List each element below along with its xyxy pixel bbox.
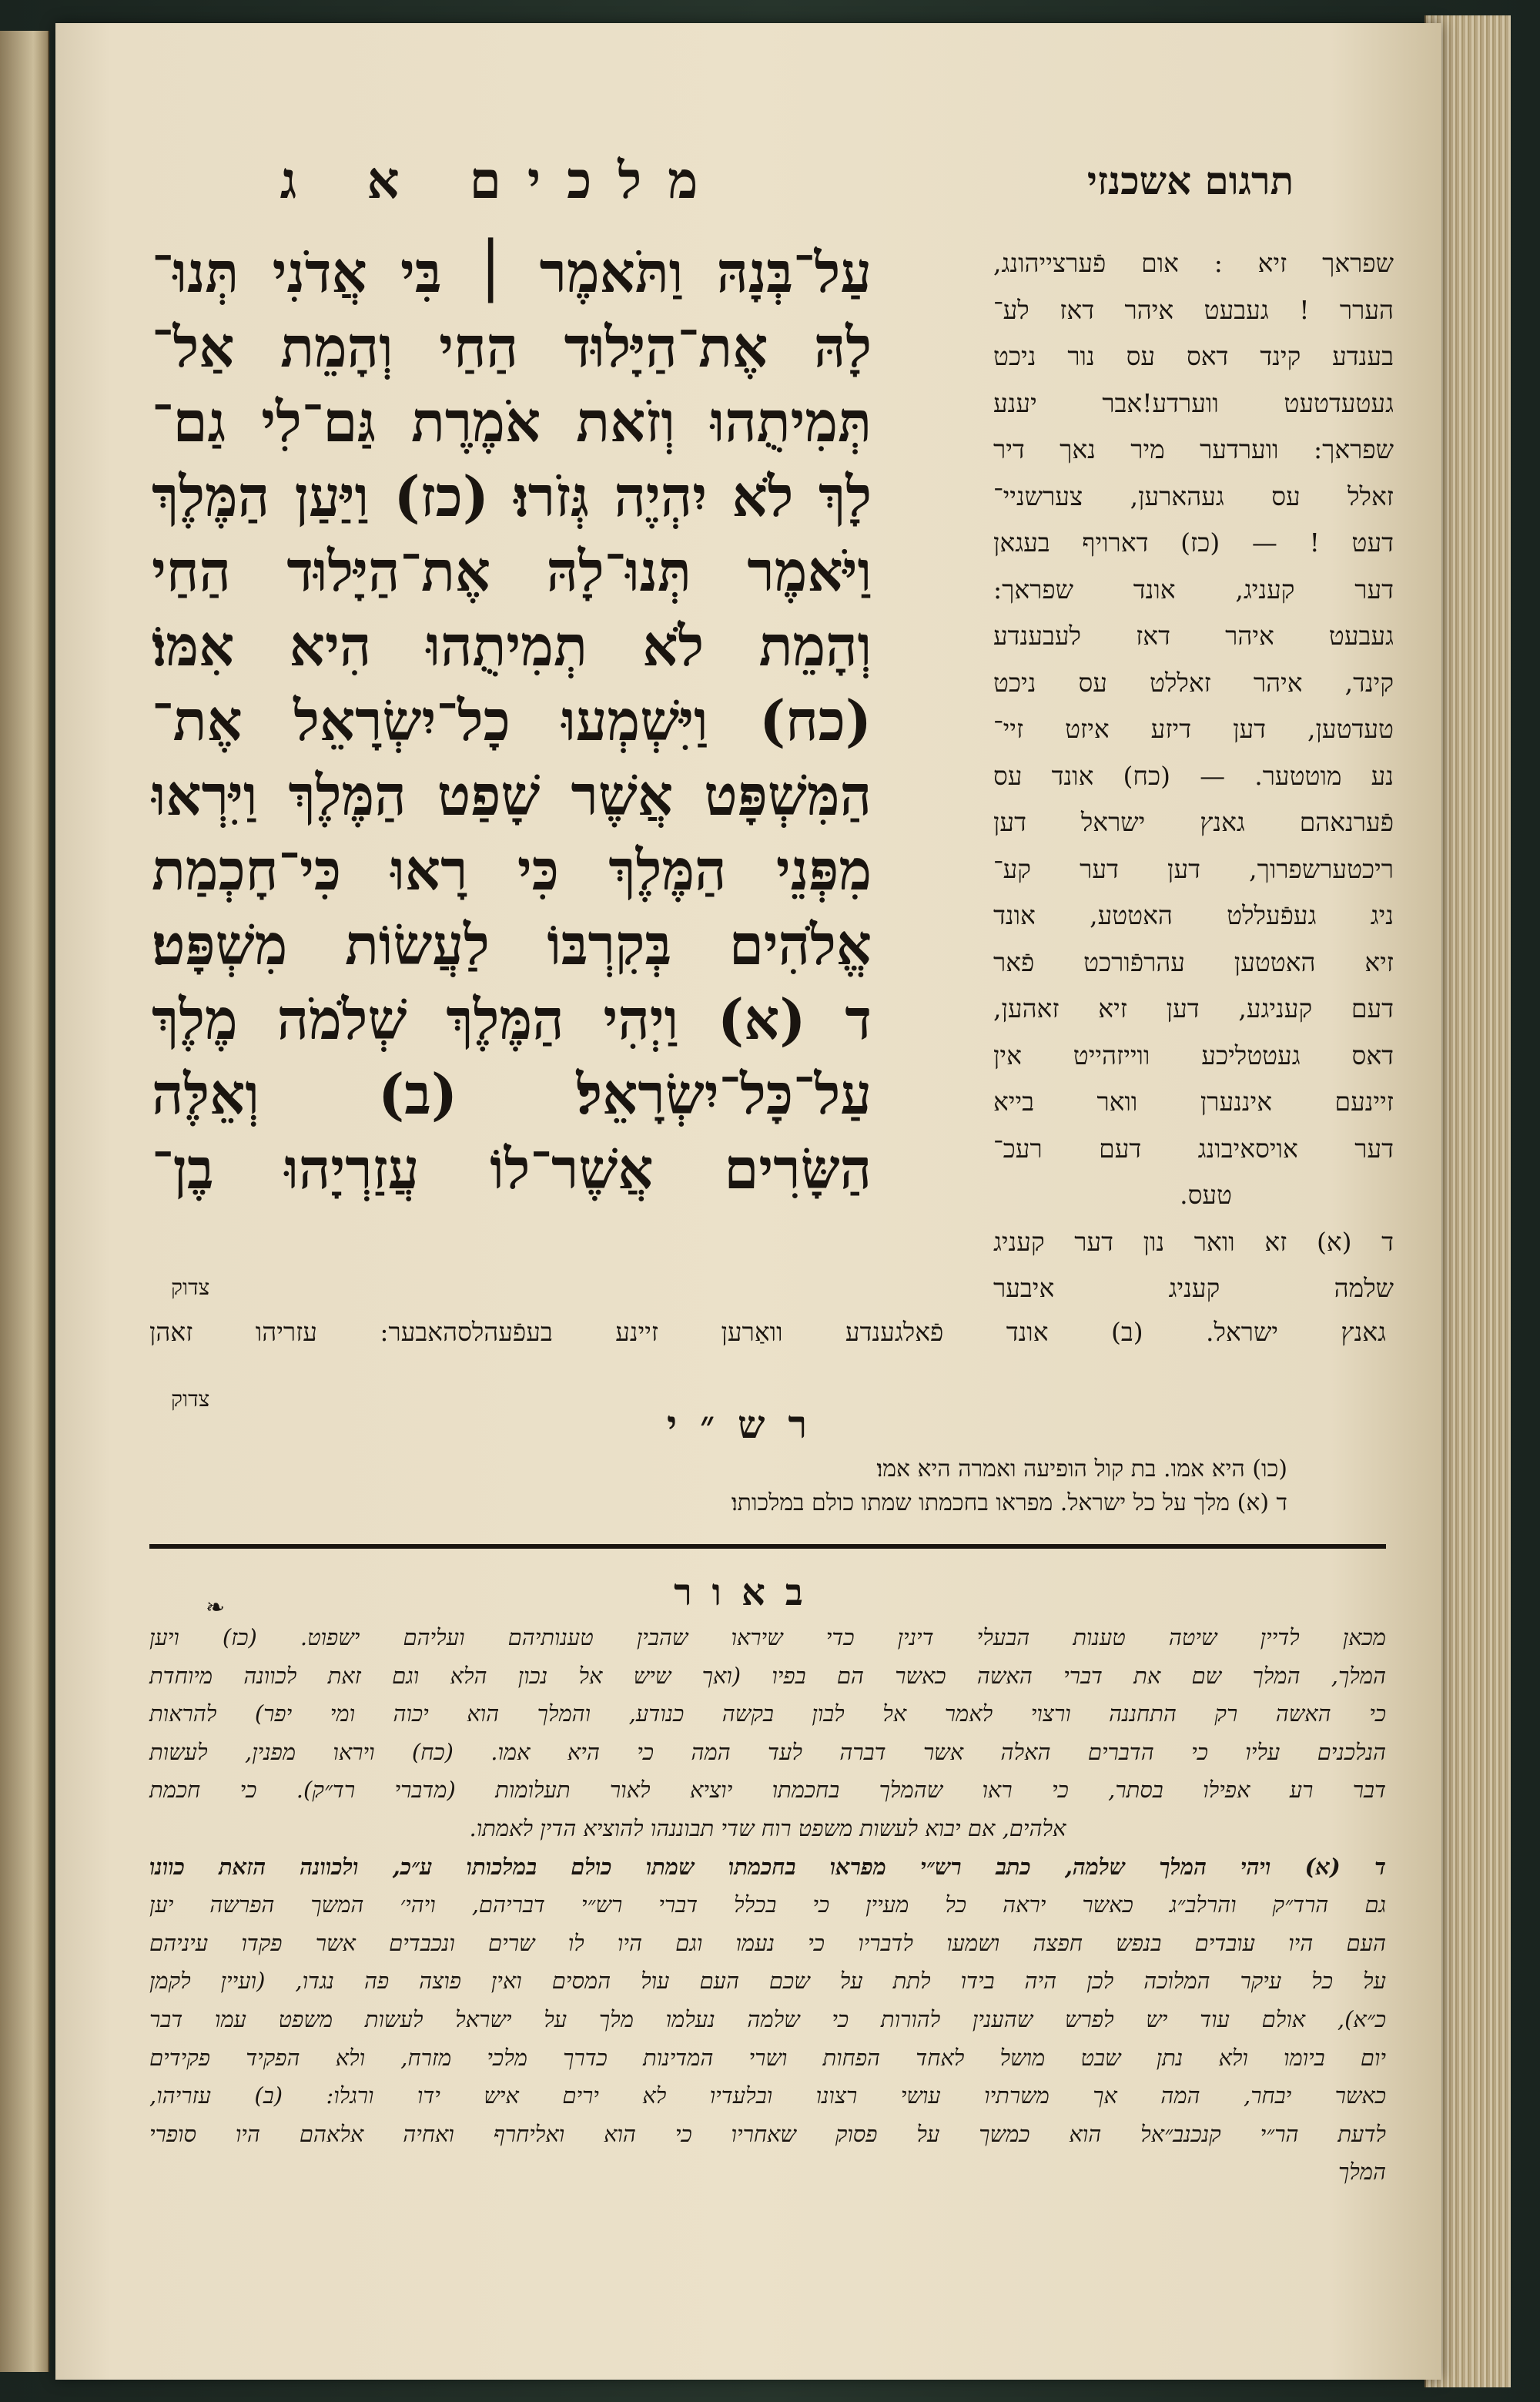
biur-line: הנלכנים עליו כי הדברים האלה אשר דברה לעד המה כי היא אמו. (כח) ויראו מפנין, לעשות bbox=[149, 1738, 1386, 1765]
main-text-line: לָךְ לֹא יִהְיֶה גְּזֹרוּ׃ (כז) וַיַּעַן הַמֶּלֶךְ bbox=[152, 464, 872, 529]
translation-line: נע מוטטער. — (כח) אונד עס bbox=[993, 760, 1394, 791]
main-text-line: עַל־כָּל־יִשְׂרָאֵל׃ (ב) וְאֵלֶּה bbox=[152, 1061, 872, 1127]
main-text-line: עַל־בְּנָהּ וַתֹּאמֶר ׀ בִּי אֲדֹנִי תְּנוּ־ bbox=[152, 240, 872, 305]
biur-line: כאשר יבחר, המה אך משרתיו עושי רצונו ובלעדיו לא ירים איש ידו ורגלו: (ב) עזריהו, bbox=[149, 2082, 1386, 2109]
biur-line: על כל עיקר המלוכה לכן היה בידו לתת על שכם העם עול המסים ואין פוצה פה נגדו, (ועיין לקמן bbox=[149, 1968, 1386, 1995]
biur-line: מכאן לדיין שיטה טענות הבעלי דינין כדי שיראו שהבין טענותיהם ועליהם ישפוט. (כז) ויען bbox=[149, 1624, 1386, 1650]
translation-line: ניג געפֿעללט האטטע, אונד bbox=[993, 900, 1394, 930]
translation-line: שפראך זיא : אום פֿערצייהונג, bbox=[993, 248, 1394, 278]
translation-line: געבעט איהר דאז לעבענדע bbox=[993, 621, 1394, 651]
biur-heading: באור bbox=[674, 1571, 823, 1614]
main-text-line: תְּמִיתֻהוּ וְזֹאת אֹמֶרֶת גַּם־לִי גַם־ bbox=[152, 389, 872, 454]
main-text-line: וַיֹּאמֶר תְּנוּ־לָהּ אֶת־הַיָּלוּד הַחַי bbox=[152, 538, 872, 604]
translation-line: טעס. bbox=[1180, 1180, 1232, 1210]
translation-line: פֿערנאהם גאנץ ישראל דען bbox=[993, 807, 1394, 837]
translation-line: שפראך: ווערדער מיר נאך דיר bbox=[993, 434, 1394, 464]
translation-line: הערר ! געבעט איהר דאז לע־ bbox=[993, 294, 1394, 325]
biur-line: ד (א) ויהי המלך שלמה, כתב רש״י מפראו בחכמתו שמתו כולם במלכותו ע״כ, ולכוונה הזאת כוונו bbox=[149, 1853, 1386, 1880]
hebrew-main-text bbox=[152, 235, 872, 1206]
main-text-line: (כח) וַיִּשְׁמְעוּ כָל־יִשְׂרָאֵל אֶת־ bbox=[152, 688, 872, 753]
main-text-line: הַשָּׂרִים אֲשֶׁר־לוֹ עֲזַרְיָהוּ בֶן־ bbox=[152, 1136, 872, 1201]
biur-line: כ״א), אולם עוד יש לפרש שהענין להורות כי שלמה נעלמו מלך על ישראל לעשות משפט עמו דבר bbox=[149, 2005, 1386, 2032]
translation-line: זאלל עס געהארען, צערשניי־ bbox=[993, 481, 1394, 511]
rashi-heading: רש״י bbox=[666, 1402, 831, 1447]
biur-line: המלך, המלך שם את דברי האשה כאשר הם בפיו (ואך שיש אל נכון הלא וגם זאת לכוונה מיוחדת bbox=[149, 1662, 1386, 1689]
biur-line: המלך bbox=[1338, 2159, 1386, 2186]
rashi-line: (כו) היא אמו. בת קול הופיעה ואמרה היא אמו׃ bbox=[876, 1456, 1287, 1482]
main-text-line: אֱלֹהִים בְּקִרְבּוֹ לַעֲשׂוֹת מִשְׁפָּט׃ bbox=[152, 912, 872, 977]
biur-commentary bbox=[149, 1619, 1386, 2192]
translation-line: דעם קעניגע, דען זיא זאהען, bbox=[993, 993, 1394, 1023]
main-text-line: לָהּ אֶת־הַיָּלוּד הַחַי וְהָמֵת אַל־ bbox=[152, 314, 872, 380]
catchword-main: צדוק bbox=[171, 1275, 210, 1300]
german-translation-column bbox=[993, 240, 1394, 1312]
translation-line: קינד, איהר זאללט עס ניכט bbox=[993, 667, 1394, 698]
translation-line: דאס געטטליכע ווייזהייט אין bbox=[993, 1040, 1394, 1070]
translation-line: זיינעם איננערן וואר בייא bbox=[993, 1087, 1394, 1117]
translation-line: דעט ! — (כז) דארויף בעגאן bbox=[993, 528, 1394, 558]
facing-page-edge bbox=[0, 31, 49, 2372]
main-text-line: מִפְּנֵי הַמֶּלֶךְ כִּי רָאוּ כִּי־חָכְמַת bbox=[152, 837, 872, 903]
biur-line: אלהים, אם יבוא לעשות משפט רוח שדי תבוננהו להוציא הדין לאמתו. bbox=[469, 1814, 1066, 1841]
book-page bbox=[55, 23, 1441, 2380]
ornament-mark: ❧ bbox=[206, 1594, 226, 1621]
biur-line: לדעת הר״י קנכנב״אל הוא כמשך על פסוק שאחריו כי הוא ואליחרף ואחיה אלאהם היו סופרי bbox=[149, 2120, 1386, 2147]
running-header-book: מלכים א ג bbox=[280, 150, 725, 210]
section-divider-rule bbox=[149, 1544, 1386, 1549]
biur-line: יום ביומו ולא נתן שבט מושל לאחד הפחות ושרי המדינות כדרך מלכי מזרח, ולא הפקיד פקידים bbox=[149, 2044, 1386, 2071]
translation-line: ד (א) זא וואר נון דער קעניג bbox=[993, 1226, 1394, 1257]
main-text-line: וְהָמֵת לֹא תְמִיתֻהוּ הִיא אִמּוֹ׃ bbox=[152, 613, 872, 678]
catchword-translation: צדוק bbox=[171, 1386, 210, 1412]
biur-line: דבר רע אפילו בסתר, כי ראו שהמלך בחכמתו יוציא לאור תעלומות (מדברי רד״ק). כי חכמת bbox=[149, 1777, 1386, 1804]
biur-line: כי האשה רק התחננה ורצוי לאמר אל לבון בקשה כנודע, והמלך הוא יכוה ומי יפר) להראות bbox=[149, 1700, 1386, 1727]
translation-line: דער קעניג, אונד שפראך: bbox=[993, 574, 1394, 605]
translation-line: זיא האטטען עהרפֿורכט פֿאר bbox=[993, 946, 1394, 977]
biur-line: גם הרד״ק והרלב״ג כאשר יראה כל מעיין כי בכלל דברי רש״י דבריהם, ויהי׳ המשך הפרשה יען bbox=[149, 1891, 1386, 1918]
rashi-line: ד (א) מלך על כל ישראל. מפראו בחכמתו שמתו כולם במלכותו׃ bbox=[731, 1489, 1287, 1516]
running-header-translation: תרגום אשכנזי bbox=[1086, 158, 1294, 203]
translation-line: דער אויסאיבונג דעם רעכ־ bbox=[993, 1133, 1394, 1164]
main-text-line: הַמִּשְׁפָּט אֲשֶׁר שָׁפַט הַמֶּלֶךְ וַיִּרְאוּ bbox=[152, 762, 872, 828]
main-text-line: ד (א) וַיְהִי הַמֶּלֶךְ שְׁלֹמֹה מֶלֶךְ bbox=[152, 987, 872, 1052]
translation-line: טעדטען, דען דיזע איזט זיי־ bbox=[993, 714, 1394, 744]
biur-line: העם היו עובדים בנפש חפצה ושמעו לדבריו כי נעמו וגם היו לו שרים ונכבדים אשר פקדו עיניהם bbox=[149, 1929, 1386, 1956]
translation-line: בענדע קינד דאס עס נור ניכט bbox=[993, 341, 1394, 371]
translation-full-width-line: גאנץ ישראל. (ב) אונד פֿאלגענדע וואַרען זיינע בעפֿעהלסהאבער: עזריהו זאהן bbox=[149, 1317, 1386, 1347]
translation-line: געטעדטעט ווערדע!אבר יענע bbox=[993, 387, 1394, 418]
translation-line: ריכטערשפרוך, דען דער קע־ bbox=[993, 853, 1394, 884]
rashi-commentary bbox=[310, 1452, 1287, 1520]
translation-line: שלמה קעניג איבער bbox=[993, 1273, 1394, 1303]
